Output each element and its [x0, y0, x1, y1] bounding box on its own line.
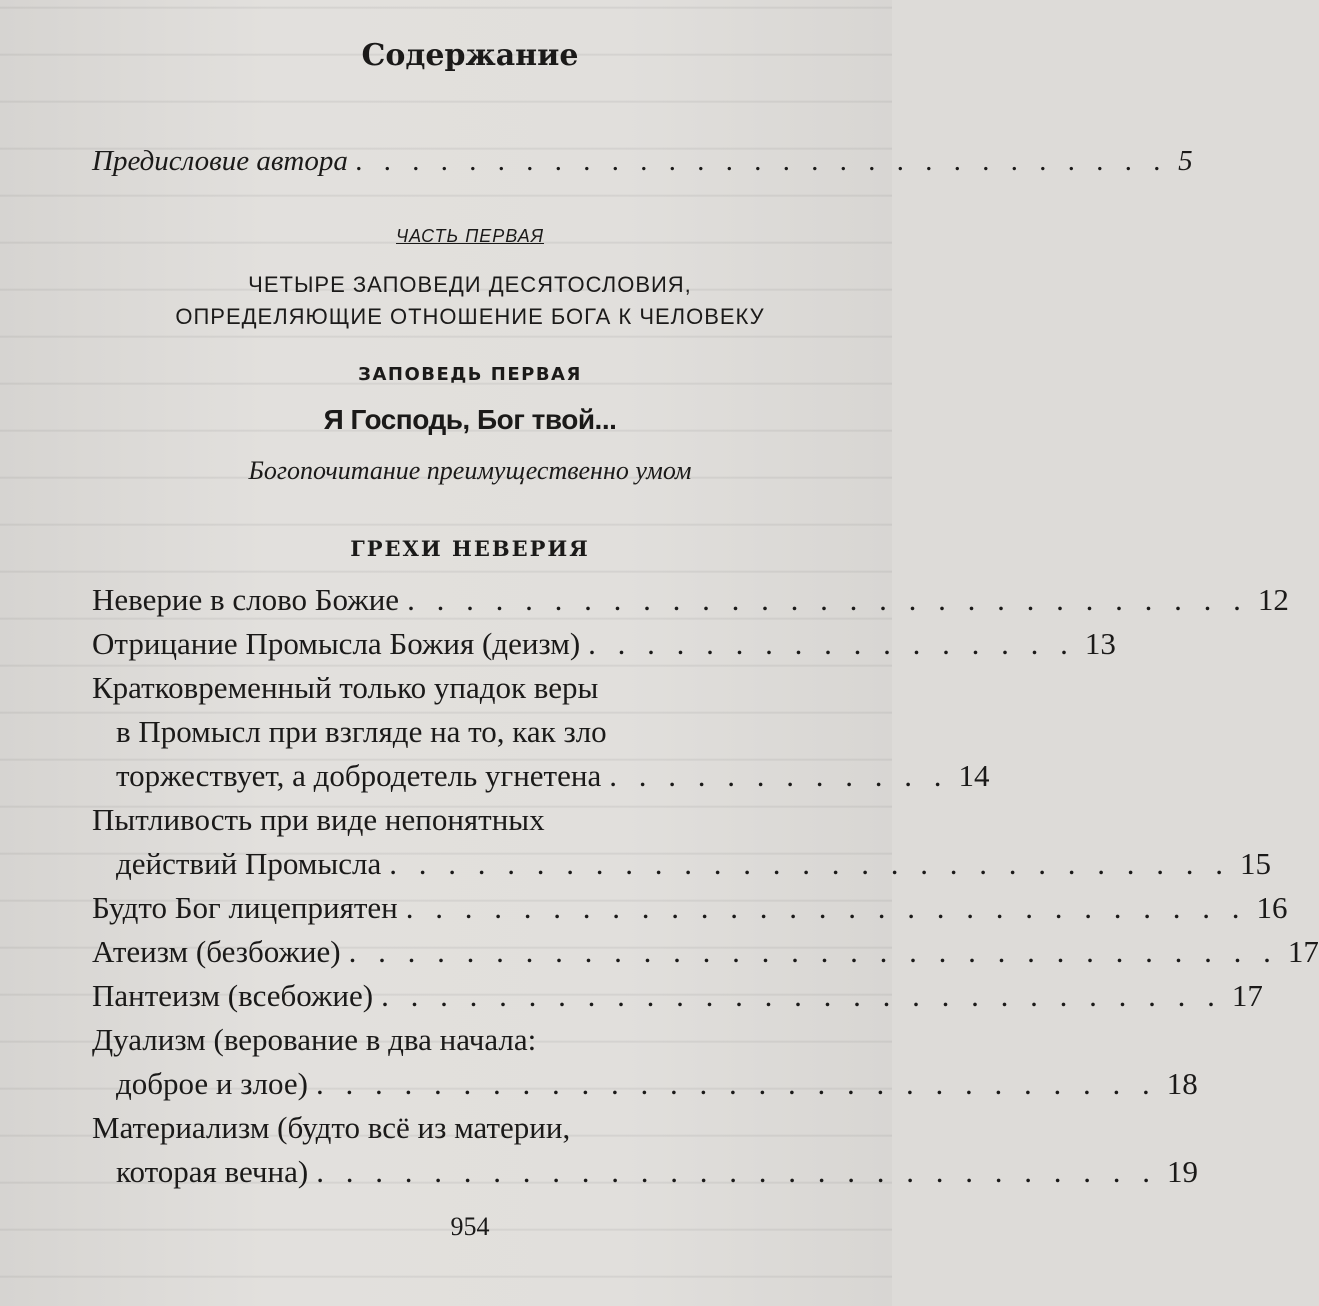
toc-page-number: 14	[958, 758, 990, 793]
toc-entry[interactable]	[116, 846, 1271, 882]
toc-page-number: 13	[1084, 626, 1116, 661]
toc-title: Содержание	[361, 38, 579, 73]
toc-entry-label: Предисловие автора	[92, 145, 348, 177]
toc-entry-label: Неверие в слово Божие	[92, 582, 400, 617]
leader-dots: . . . . . . . . . . . . . . . . .	[588, 626, 1075, 661]
toc-entry-line[interactable]: Дуализм (верование в два начала:	[92, 1022, 537, 1057]
toc-page-number: 17	[1287, 934, 1319, 969]
toc-entry-line[interactable]: Кратковременный только упадок веры	[92, 670, 599, 705]
toc-entry[interactable]	[92, 978, 1263, 1014]
commandment-subtitle: Богопочитание преимущественно умом	[248, 456, 692, 485]
toc-page-number: 12	[1257, 582, 1289, 617]
leader-dots: . . . . . . . . . . . . . . . . . . . . . . . . . . . . .	[389, 846, 1230, 881]
toc-page-number: 18	[1166, 1066, 1198, 1101]
leader-dots: . . . . . . . . . . . . . . . . . . . . . . . . . . . . .	[315, 1066, 1157, 1101]
toc-entry[interactable]	[92, 626, 1116, 662]
commandment-label: ЗАПОВЕДЬ ПЕРВАЯ	[358, 364, 582, 385]
toc-entry[interactable]	[116, 1066, 1198, 1102]
leader-dots: . . . . . . . . . . . .	[609, 758, 949, 793]
leader-dots: . . . . . . . . . . . . . . . . . . . . . . . . . . . . .	[405, 890, 1247, 925]
section-heading: ГРЕХИ НЕВЕРИЯ	[350, 536, 590, 561]
toc-entry[interactable]	[116, 1154, 1198, 1190]
page-number: 954	[450, 1212, 490, 1241]
toc-entry-preface[interactable]	[92, 145, 1193, 178]
toc-entry[interactable]	[92, 934, 1319, 970]
toc-entry-label: торжествует, а добродетель угнетена	[116, 758, 602, 793]
toc-entry-label: доброе и злое)	[116, 1066, 308, 1101]
toc-entry-line[interactable]: Материализм (будто всё из материи,	[92, 1110, 571, 1145]
toc-page-number: 15	[1239, 846, 1271, 881]
toc-entry-label: Отрицание Промысла Божия (деизм)	[92, 626, 581, 661]
toc-page-number: 5	[1178, 145, 1193, 177]
toc-page-number: 19	[1166, 1154, 1198, 1189]
toc-entry-label: Пантеизм (всебожие)	[92, 978, 374, 1013]
leader-dots: . . . . . . . . . . . . . . . . . . . . . . . . . . . . .	[407, 582, 1248, 617]
toc-entry[interactable]	[92, 582, 1289, 618]
commandment-title: Я Господь, Бог твой...	[323, 404, 617, 435]
leader-dots: . . . . . . . . . . . . . . . . . . . . . . . . . . . . .	[355, 145, 1169, 177]
toc-entry-line[interactable]: Пытливость при виде непонятных	[92, 802, 545, 837]
leader-dots: . . . . . . . . . . . . . . . . . . . . . . . . . . . . .	[316, 1154, 1157, 1189]
toc-entry-line[interactable]: в Промысл при взгляде на то, как зло	[116, 714, 607, 749]
toc-entry-label: действий Промысла	[116, 846, 382, 881]
toc-entry-label: Будто Бог лицеприятен	[92, 890, 398, 925]
toc-page-number: 17	[1231, 978, 1263, 1013]
part-label: ЧАСТЬ ПЕРВАЯ	[396, 226, 544, 246]
toc-entry[interactable]	[92, 890, 1288, 926]
part-title-line-1: ЧЕТЫРЕ ЗАПОВЕДИ ДЕСЯТОСЛОВИЯ,	[248, 272, 692, 297]
toc-entry[interactable]	[116, 758, 990, 794]
toc-page-number: 16	[1256, 890, 1288, 925]
leader-dots: . . . . . . . . . . . . . . . . . . . . . . . . . . . . . . . .	[348, 934, 1278, 969]
toc-entry-label: которая вечна)	[116, 1154, 309, 1189]
part-title-line-2: ОПРЕДЕЛЯЮЩИЕ ОТНОШЕНИЕ БОГА К ЧЕЛОВЕКУ	[175, 304, 765, 329]
leader-dots: . . . . . . . . . . . . . . . . . . . . . . . . . . . . .	[381, 978, 1222, 1013]
toc-entry-label: Атеизм (безбожие)	[92, 934, 341, 969]
